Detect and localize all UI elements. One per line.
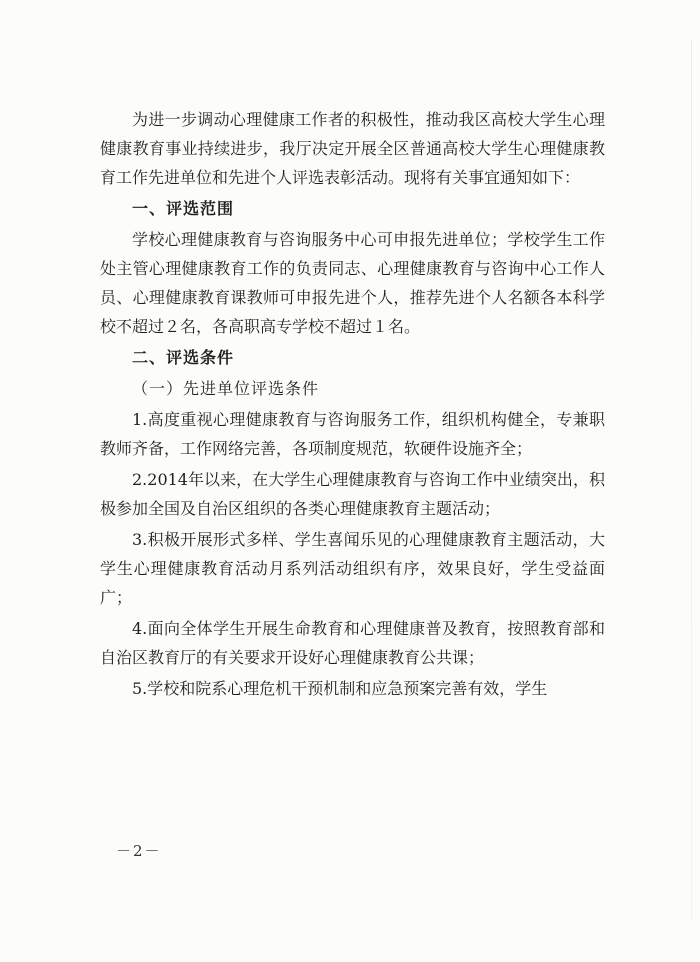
scope-paragraph: 学校心理健康教育与咨询服务中心可申报先进单位；学校学生工作处主管心理健康教育工作的负责同志、心理健康教育与咨询中心工作人员、心理健康教育课教师可申报先进个人，推荐先进个人名额各本科学校不超过２名，各高职高专学校不超过１名。	[100, 230, 605, 336]
subsection-heading-unit-criteria: （一）先进单位评选条件	[132, 379, 320, 398]
document-body	[100, 105, 605, 703]
scan-edge-shadow	[691, 40, 692, 920]
criteria-item-3: 3.积极开展形式多样、学生喜闻乐见的心理健康教育主题活动，大学生心理健康教育活动月系列活动组织有序，效果良好，学生受益面广；	[100, 530, 605, 607]
section-heading-scope: 一、评选范围	[132, 199, 235, 218]
criteria-item-4: 4.面向全体学生开展生命教育和心理健康普及教育，按照教育部和自治区教育厅的有关要求开设好心理健康教育公共课；	[100, 619, 605, 667]
criteria-item-5: 5.学校和院系心理危机干预机制和应急预案完善有效，学生	[132, 679, 548, 698]
intro-paragraph: 为进一步调动心理健康工作者的积极性，推动我区高校大学生心理健康教育事业持续进步，我厅决定开展全区普通高校大学生心理健康教育工作先进单位和先进个人评选表彰活动。现将有关事宜通知如下：	[100, 110, 605, 187]
page-number: －2－	[116, 842, 162, 860]
criteria-item-2: 2.2014年以来，在大学生心理健康教育与咨询工作中业绩突出，积极参加全国及自治区组织的各类心理健康教育主题活动；	[100, 470, 605, 518]
criteria-item-1: 1.高度重视心理健康教育与咨询服务工作，组织机构健全，专兼职教师齐备，工作网络完善，各项制度规范，软硬件设施齐全；	[100, 410, 605, 458]
section-heading-criteria: 二、评选条件	[132, 348, 235, 367]
